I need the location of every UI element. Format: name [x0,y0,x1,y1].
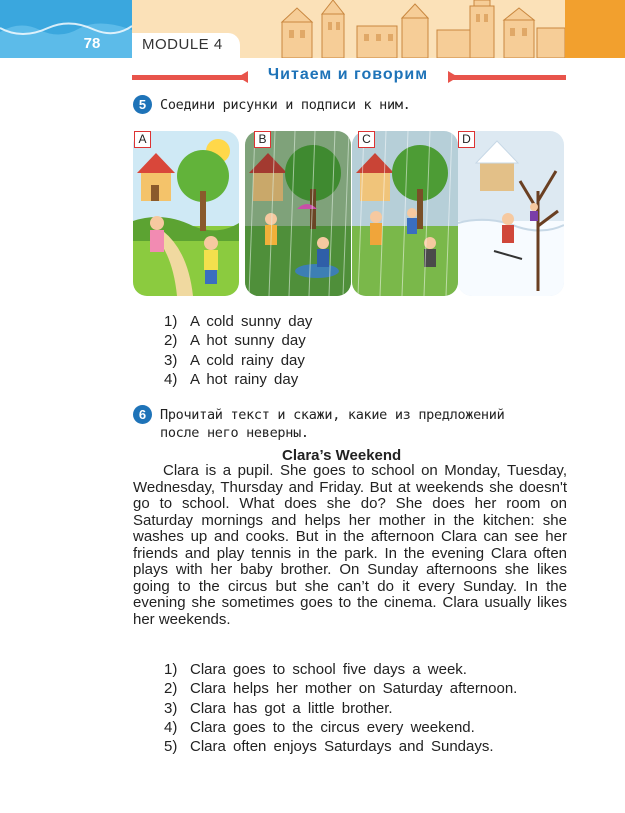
exercise-5-instruction: Соедини рисунки и подписи к ним. [160,97,411,113]
exercise-6-instruction-line2: после него неверны. [160,425,309,441]
list-item: 3) A cold rainy day [164,351,305,369]
picture-d [458,131,564,296]
list-item: 4) Clara goes to the circus every weekend. [164,718,475,736]
exercise-6-instruction-line1: Прочитай текст и скажи, какие из предложений [160,407,505,423]
list-item: 2) Clara helps her mother on Saturday afternoon. [164,680,518,698]
exercise-6-statements [164,660,517,756]
list-item: 4) A hot rainy day [164,370,299,388]
picture-a-label: A [134,131,151,148]
module-label: MODULE 4 [142,36,223,53]
list-item: 2) A hot sunny day [164,332,306,350]
page-number: 78 [83,35,101,52]
picture-d-label: D [458,131,475,148]
picture-c-label: C [358,131,375,148]
picture-b [245,131,351,296]
header-orange-block [565,0,625,58]
exercise-5-options [164,312,312,389]
exercise-5-number: 5 [133,95,152,114]
picture-b-label: B [254,131,271,148]
story-title: Clara’s Weekend [282,447,402,464]
list-item: 5) Clara often enjoys Saturdays and Sundays. [164,738,494,756]
picture-a [133,131,239,296]
picture-c [352,131,458,296]
list-item: 3) Clara has got a little brother. [164,699,393,717]
exercise-6-number: 6 [133,405,152,424]
list-item: 1) Clara goes to school five days a week. [164,661,467,678]
list-item: 1) A cold sunny day [164,313,313,330]
story-text: Clara is a pupil. She goes to school on Monday, Tuesday, Wednesday, Thursday and Friday. But at weekends she doesn't go to school. What does she do? She does her room on Saturday mornings and helps her mother in the kitchen: she washes up and cooks. But in the afternoon Clara can see her friends and play tennis in the park. In the evening Clara often plays with her baby brother. On Sunday afternoons she likes going to the circus but she can’t do it every Sunday. In the evening she sometimes goes to the cinema. Clara usually likes her weekends. [133,462,567,628]
section-title: Читаем и говорим [244,66,452,88]
